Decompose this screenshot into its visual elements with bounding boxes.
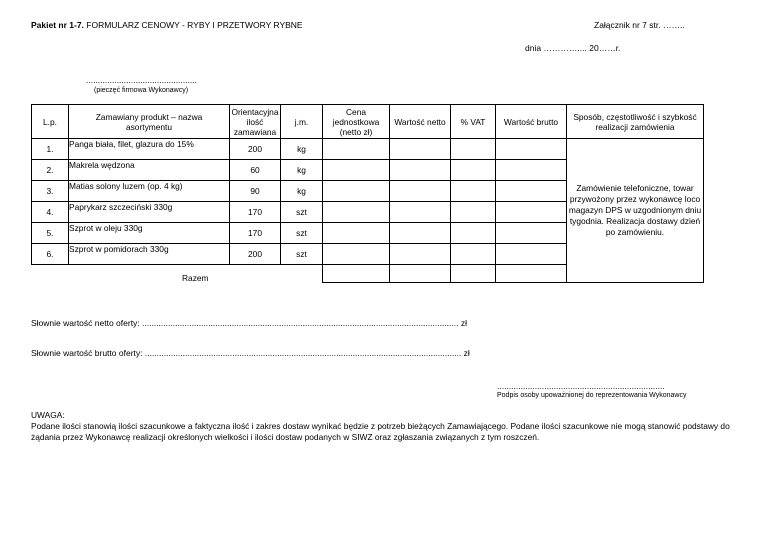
- row-unit: kg: [281, 181, 323, 202]
- row-gross-cell[interactable]: [496, 160, 567, 181]
- row-unit: szt: [281, 223, 323, 244]
- col-header-product: Zamawiany produkt – nazwa asortymentu: [69, 105, 230, 139]
- row-vat-cell[interactable]: [451, 244, 496, 265]
- attachment-label: Załącznik nr 7 str. ……..: [594, 20, 685, 30]
- price-table: [31, 104, 704, 283]
- row-gross-cell[interactable]: [496, 181, 567, 202]
- col-header-net: Wartość netto: [390, 105, 451, 139]
- col-header-gross: Wartość brutto: [496, 105, 567, 139]
- col-header-price: Cena jednostkowa (netto zł): [323, 105, 390, 139]
- row-product-name: Szprot w pomidorach 330g: [69, 244, 230, 265]
- row-vat-cell[interactable]: [451, 181, 496, 202]
- row-price-cell[interactable]: [323, 181, 390, 202]
- row-vat-cell[interactable]: [451, 202, 496, 223]
- row-price-cell[interactable]: [323, 139, 390, 160]
- note-text: Podane ilości stanowią ilości szacunkowe a faktyczna ilość i zakres dostaw wynikać będzie z potrzeb bieżących Zamawiającego. Podane ilości szacunkowe nie mogą stanowić podstawy do żądania przez Wykonawcę realizacji określonych wielkości i ilości dostaw podanych w SIWZ oraz zgłaszania związanych z tym roszczeń.: [31, 421, 730, 442]
- row-vat-cell[interactable]: [451, 223, 496, 244]
- net-value-in-words[interactable]: Słownie wartość netto oferty: ...................................................................................................................................... zł: [31, 318, 467, 328]
- row-net-cell[interactable]: [390, 181, 451, 202]
- row-net-cell[interactable]: [390, 223, 451, 244]
- table-row: [32, 139, 704, 160]
- row-gross-cell[interactable]: [496, 202, 567, 223]
- total-gross-cell[interactable]: [496, 265, 567, 283]
- row-net-cell[interactable]: [390, 139, 451, 160]
- row-lp: 1.: [32, 139, 69, 160]
- total-spacer: [32, 265, 69, 283]
- row-net-cell[interactable]: [390, 160, 451, 181]
- row-vat-cell[interactable]: [451, 160, 496, 181]
- row-lp: 2.: [32, 160, 69, 181]
- row-gross-cell[interactable]: [496, 223, 567, 244]
- table-header-row: [32, 105, 704, 139]
- row-product-name: Matias solony luzem (op. 4 kg): [69, 181, 230, 202]
- col-header-unit: j.m.: [281, 105, 323, 139]
- delivery-method-cell: Zamówienie telefoniczne, towar przywożony przez wykonawcę loco magazyn DPS w uzgodnionym dniu tygodnia. Realizacja dostawy dzień po zamówieniu.: [567, 139, 704, 283]
- form-title: [31, 20, 303, 30]
- row-product-name: Szprot w oleju 330g: [69, 223, 230, 244]
- total-price-cell[interactable]: [323, 265, 390, 283]
- row-qty: 60: [230, 160, 281, 181]
- total-vat-cell[interactable]: [451, 265, 496, 283]
- row-qty: 90: [230, 181, 281, 202]
- row-lp: 5.: [32, 223, 69, 244]
- row-unit: szt: [281, 244, 323, 265]
- stamp-caption: (pieczęć firmowa Wykonawcy): [94, 87, 189, 94]
- row-lp: 3.: [32, 181, 69, 202]
- note-title: UWAGA:: [31, 410, 65, 420]
- row-price-cell[interactable]: [323, 160, 390, 181]
- row-net-cell[interactable]: [390, 202, 451, 223]
- stamp-dots: ...............................................: [86, 75, 197, 85]
- row-product-name: Makrela wędzona: [69, 160, 230, 181]
- col-header-vat: % VAT: [451, 105, 496, 139]
- signature-dots[interactable]: .......................................................................: [497, 381, 665, 391]
- row-product-name: Paprykarz szczeciński 330g: [69, 202, 230, 223]
- row-qty: 170: [230, 202, 281, 223]
- row-gross-cell[interactable]: [496, 244, 567, 265]
- col-header-qty: Orientacyjna ilość zamawiana: [231, 106, 279, 137]
- row-unit: kg: [281, 160, 323, 181]
- row-qty: 200: [230, 244, 281, 265]
- row-net-cell[interactable]: [390, 244, 451, 265]
- signature-caption: Podpis osoby upoważnionej do reprezentowania Wykonawcy: [497, 392, 687, 399]
- row-lp: 4.: [32, 202, 69, 223]
- row-qty: 170: [230, 223, 281, 244]
- row-unit: kg: [281, 139, 323, 160]
- date-line: dnia ………….... 20……r.: [525, 43, 621, 53]
- row-price-cell[interactable]: [323, 223, 390, 244]
- row-product-name: Panga biała, filet, glazura do 15%: [69, 139, 230, 160]
- form-name: FORMULARZ CENOWY - RYBY I PRZETWORY RYBNE: [83, 20, 303, 30]
- row-vat-cell[interactable]: [451, 139, 496, 160]
- row-qty: 200: [230, 139, 281, 160]
- gross-value-in-words[interactable]: Słownie wartość brutto oferty: ...................................................................................................................................... zł: [31, 348, 470, 358]
- row-lp: 6.: [32, 244, 69, 265]
- row-unit: szt: [281, 202, 323, 223]
- row-price-cell[interactable]: [323, 244, 390, 265]
- row-gross-cell[interactable]: [496, 139, 567, 160]
- total-net-cell[interactable]: [390, 265, 451, 283]
- package-number: Pakiet nr 1-7.: [31, 20, 84, 30]
- note-block: [31, 410, 731, 443]
- col-header-method: Sposób, częstotliwość i szybkość realizacji zamówienia: [567, 105, 704, 139]
- col-header-lp: L.p.: [32, 105, 69, 139]
- total-label: Razem: [69, 265, 323, 283]
- row-price-cell[interactable]: [323, 202, 390, 223]
